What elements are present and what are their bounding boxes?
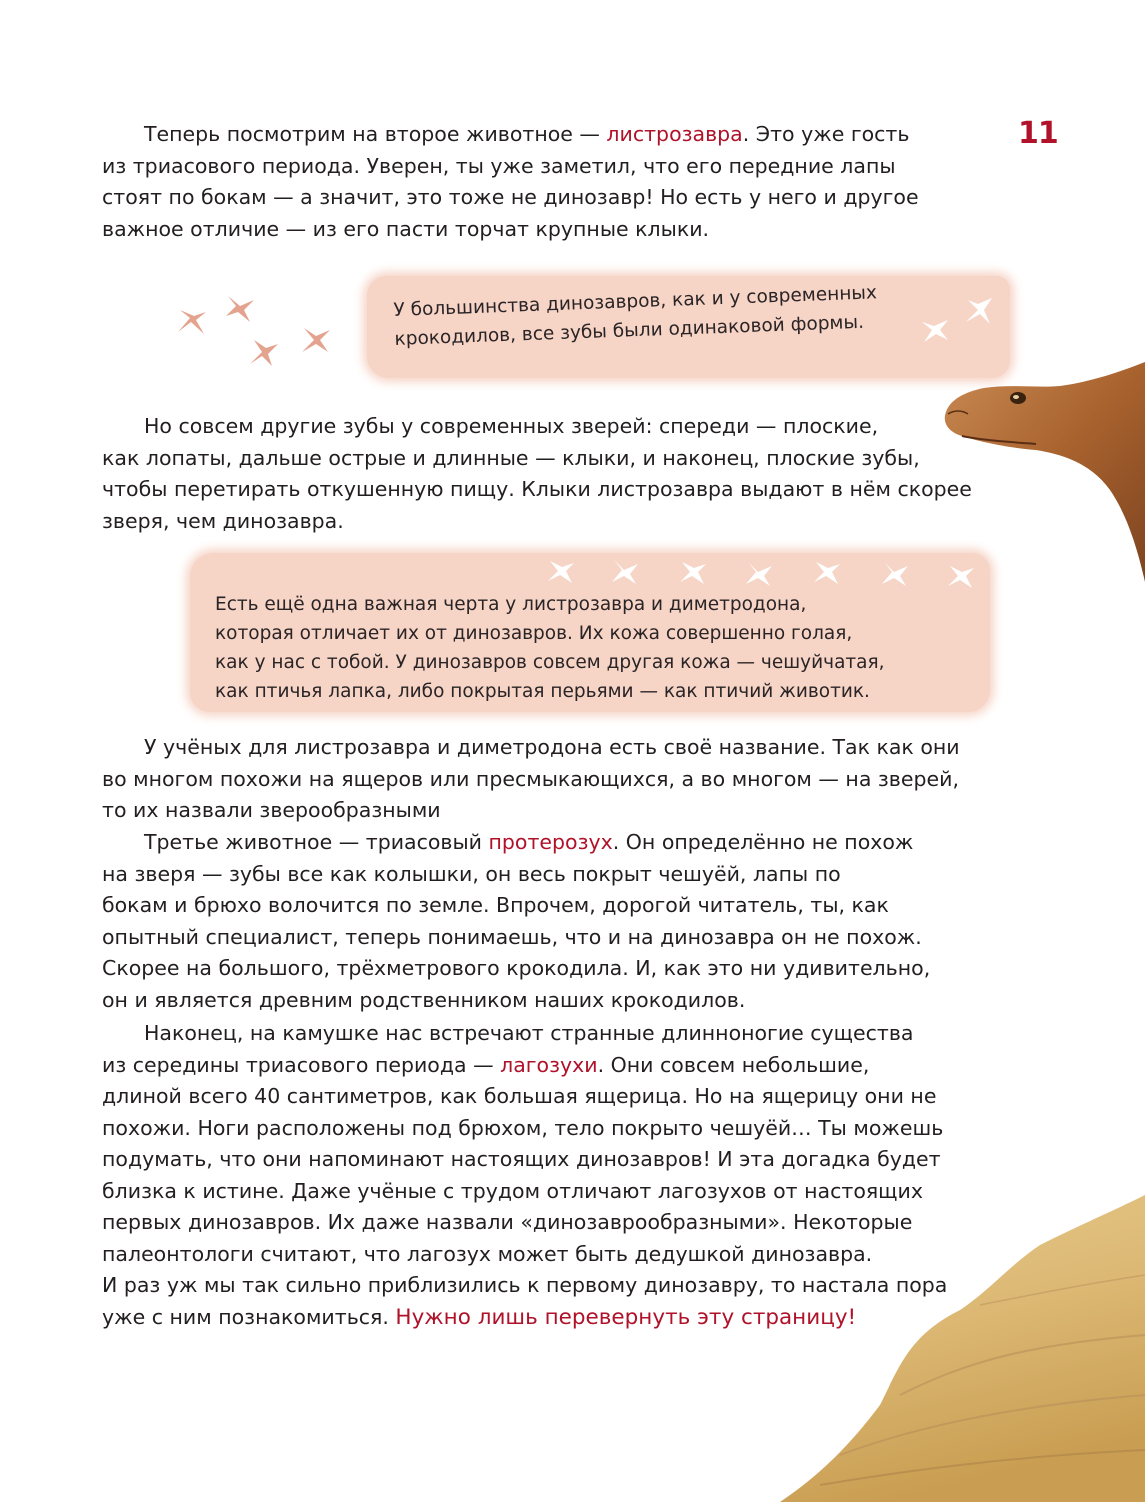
bird-silhouette-icon bbox=[224, 294, 258, 324]
text-line: из середины триасового периода — лагозухи. Они совсем небольшие, bbox=[102, 1052, 870, 1077]
text-line: уже с ним познакомиться. Нужно лишь перевернуть эту страницу! bbox=[102, 1304, 857, 1330]
text-line: палеонтологи считают, что лагозух может быть дедушкой динозавра. bbox=[102, 1241, 873, 1266]
text-line: Скорее на большого, трёхметрового крокодила. И, как это ни удивительно, bbox=[102, 956, 931, 980]
text-line: бокам и брюхо волочится по земле. Впрочем, дорогой читатель, ты, как bbox=[102, 893, 889, 917]
text-line: которая отличает их от динозавров. Их кожа совершенно голая, bbox=[215, 623, 853, 644]
paragraph-therapsids bbox=[102, 732, 1002, 827]
paragraph-proterosuchus bbox=[102, 827, 1002, 1016]
bird-silhouette-icon bbox=[880, 560, 910, 588]
text-line: подумать, что они напоминают настоящих динозавров! И эта догадка будет bbox=[102, 1147, 941, 1171]
text-line: то их назвали зверообразными bbox=[102, 798, 441, 822]
turn-page-callout: Нужно лишь перевернуть эту страницу! bbox=[395, 1304, 857, 1330]
bird-silhouette-icon bbox=[678, 560, 708, 586]
text-line: из триасового периода. Уверен, ты уже заметил, что его передние лапы bbox=[102, 153, 896, 178]
page-number: 11 bbox=[1018, 116, 1058, 151]
text-line: на зверя — зубы все как колышки, он весь покрыт чешуёй, лапы по bbox=[102, 861, 841, 886]
text-line: во многом похожи на ящеров или пресмыкающихся, а во многом — на зверей, bbox=[102, 766, 959, 791]
text-line: Но совсем другие зубы у современных зверей: спереди — плоские, bbox=[144, 414, 879, 438]
text-line: У большинства динозавров, как и у современных bbox=[393, 282, 878, 321]
bird-silhouette-icon bbox=[546, 559, 576, 585]
highlight-lystrosaurus: листрозавра bbox=[606, 122, 743, 146]
bird-silhouette-icon bbox=[946, 564, 976, 590]
bird-silhouette-icon bbox=[964, 296, 994, 326]
text-line: И раз уж мы так сильно приблизились к первому динозавру, то настала пора bbox=[102, 1273, 948, 1297]
bird-silhouette-icon bbox=[248, 338, 280, 368]
bird-silhouette-icon bbox=[812, 560, 842, 586]
text-line: как у нас с тобой. У динозавров совсем другая кожа — чешуйчатая, bbox=[215, 652, 885, 673]
note-text-skin bbox=[215, 590, 885, 706]
text-line: зверя, чем динозавра. bbox=[102, 508, 344, 533]
text-line: чтобы перетирать откушенную пищу. Клыки листрозавра выдают в нём скорее bbox=[102, 477, 972, 501]
text-line: Есть ещё одна важная черта у листрозавра и диметродона, bbox=[215, 594, 807, 615]
text-line: У учёных для листрозавра и диметродона есть своё название. Так как они bbox=[144, 735, 960, 759]
paragraph-modern-teeth bbox=[102, 411, 1002, 537]
text-line: важное отличие — из его пасти торчат крупные клыки. bbox=[102, 216, 710, 241]
text-line: близка к истине. Даже учёные с трудом отличают лагозухов от настоящих bbox=[102, 1178, 923, 1203]
text-line: Теперь посмотрим на второе животное — листрозавра. Это уже гость bbox=[144, 122, 910, 146]
bird-silhouette-icon bbox=[610, 558, 640, 586]
text-line: опытный специалист, теперь понимаешь, что и на динозавра он не похож. bbox=[102, 924, 922, 949]
paragraph-lagosuchus bbox=[102, 1018, 1002, 1333]
text-line: Третье животное — триасовый протерозух. Он определённо не похож bbox=[144, 830, 914, 854]
text-line: стоят по бокам — а значит, это тоже не динозавр! Но есть у него и другое bbox=[102, 185, 919, 209]
bird-silhouette-icon bbox=[920, 318, 950, 344]
text-line: он и является древним родственником наших крокодилов. bbox=[102, 987, 746, 1012]
text-line: похожи. Ноги расположены под брюхом, тело покрыто чешуёй… Ты можешь bbox=[102, 1115, 944, 1140]
highlight-proterosuchus: протерозух bbox=[488, 830, 613, 854]
text-line: крокодилов, все зубы были одинаковой формы. bbox=[394, 311, 865, 350]
text-line: Наконец, на камушке нас встречают странные длинноногие существа bbox=[144, 1021, 914, 1045]
bird-silhouette-icon bbox=[300, 326, 332, 356]
paragraph-lystrosaurus-intro bbox=[102, 119, 1002, 245]
text-line: как лопаты, дальше острые и длинные — клыки, и наконец, плоские зубы, bbox=[102, 445, 920, 470]
bird-silhouette-icon bbox=[744, 560, 774, 588]
text-line: длиной всего 40 сантиметров, как большая ящерица. Но на ящерицу они не bbox=[102, 1084, 937, 1108]
highlight-lagosuchus: лагозухи bbox=[500, 1052, 598, 1077]
text-line: первых динозавров. Их даже назвали «динозаврообразными». Некоторые bbox=[102, 1210, 913, 1234]
text-line: как птичья лапка, либо покрытая перьями — как птичий животик. bbox=[215, 681, 870, 702]
bird-silhouette-icon bbox=[176, 308, 210, 336]
